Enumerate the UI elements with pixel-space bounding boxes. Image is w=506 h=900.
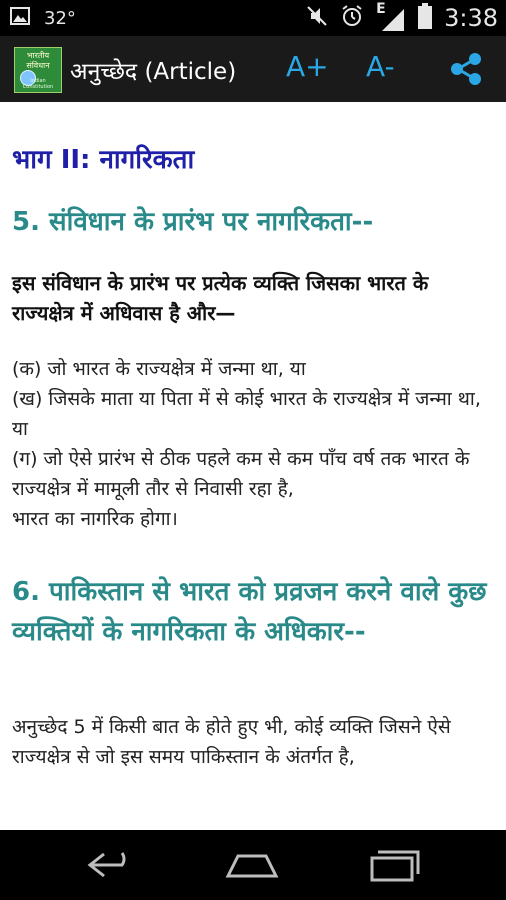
logo-line1: भारतीय <box>26 51 50 60</box>
battery-icon <box>418 3 432 33</box>
part-title: भाग II: नागरिकता <box>12 145 195 175</box>
article-5-body <box>12 354 500 534</box>
clause-ka: (क) जो भारत के राज्यक्षेत्र में जन्मा था, या <box>12 358 306 380</box>
article-6-body: अनुच्छेद 5 में किसी बात के होते हुए भी, कोई व्यक्ति जिसने ऐसे राज्यक्षेत्र से जो इस समय पाकिस्तान के अंतर्गत है, <box>12 716 451 768</box>
image-icon <box>10 7 30 29</box>
back-icon <box>82 867 140 886</box>
share-button[interactable] <box>447 50 485 88</box>
app-title: अनुच्छेद (Article) <box>70 59 237 85</box>
home-icon <box>222 867 282 886</box>
share-icon <box>447 73 485 92</box>
clause-kha: (ख) जिसके माता या पिता में से कोई भारत के राज्यक्षेत्र में जन्मा था, या <box>12 388 481 440</box>
article-content[interactable] <box>0 102 506 830</box>
status-bar <box>0 0 506 36</box>
recents-button[interactable] <box>366 844 422 884</box>
back-button[interactable] <box>82 848 140 882</box>
temperature-text: 32° <box>44 7 76 29</box>
article-6-heading: 6. पाकिस्तान से भारत को प्रव्रजन करने वाले कुछ व्यक्तियों के नागरिकता के अधिकार-- <box>12 577 487 647</box>
alarm-icon <box>340 4 364 32</box>
signal-icon <box>376 3 406 33</box>
article-5-conclusion: भारत का नागरिक होगा। <box>12 508 178 530</box>
app-logo[interactable] <box>14 47 62 93</box>
logo-line2: संविधान <box>26 61 50 70</box>
decrease-font-button[interactable]: A- <box>366 50 395 83</box>
action-bar <box>0 36 506 102</box>
recents-icon <box>366 869 422 888</box>
navigation-bar <box>0 830 506 900</box>
clock: 3:38 <box>444 4 498 32</box>
article-5-intro: इस संविधान के प्रारंभ पर प्रत्येक व्यक्ति जिसका भारत के राज्यक्षेत्र में अधिवास है और— <box>12 271 429 325</box>
home-button[interactable] <box>222 848 282 882</box>
clause-ga: (ग) जो ऐसे प्रारंभ से ठीक पहले कम से कम पाँच वर्ष तक भारत के राज्यक्षेत्र में मामूली तौर से निवासी रहा है, <box>12 448 470 500</box>
increase-font-button[interactable]: A+ <box>286 50 329 83</box>
network-type-text: E <box>376 1 386 17</box>
article-5-heading: 5. संविधान के प्रारंभ पर नागरिकता-- <box>12 207 374 237</box>
mute-icon <box>306 5 328 31</box>
logo-line3: Indian Constitution <box>22 78 54 90</box>
